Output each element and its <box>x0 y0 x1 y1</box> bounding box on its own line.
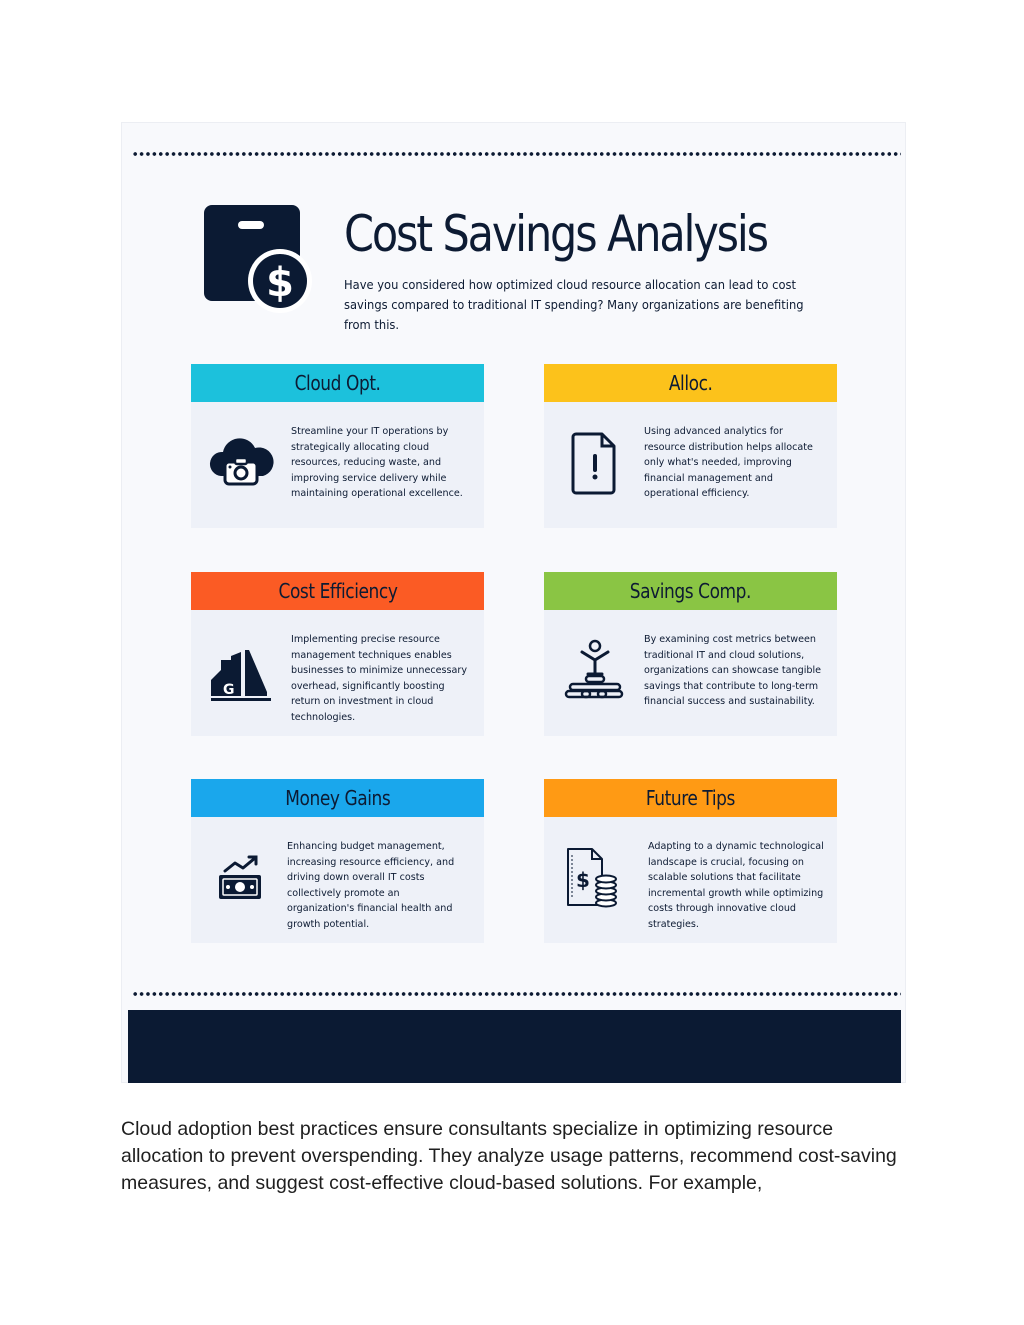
building-g-icon <box>209 638 275 704</box>
file-alert-icon <box>562 430 628 496</box>
card-allocation <box>544 364 837 528</box>
card-cost-efficiency <box>191 572 484 736</box>
person-on-coins-icon <box>562 638 628 704</box>
card-cloud-optimization <box>191 364 484 528</box>
card-heading: Alloc. <box>668 371 713 395</box>
footer-bar <box>128 1010 901 1083</box>
card-heading: Cloud Opt. <box>294 371 381 395</box>
card-heading: Money Gains <box>284 786 391 810</box>
article-paragraph: Cloud adoption best practices ensure consultants specialize in optimizing resource allocation to prevent overspending. They analyze usage patterns, recommend cost-saving measures, and suggest cost-effective cloud-based solutions. For example, <box>121 1118 897 1194</box>
card-future-tips <box>544 779 837 943</box>
page-subtitle: Have you considered how optimized cloud resource allocation can lead to cost savings compared to traditional IT spending? Many organizations are benefiting from this. <box>344 277 804 332</box>
card-description: Streamline your IT operations by strategically allocating cloud resources, reducing waste, and improving service delivery while maintaining operational excellence. <box>291 426 463 499</box>
card-heading-bar <box>544 779 837 817</box>
svg-text:$: $ <box>576 868 590 892</box>
card-savings-comparison <box>544 572 837 736</box>
card-heading-bar <box>191 364 484 402</box>
dotted-divider-top <box>132 151 901 157</box>
card-heading-bar <box>191 779 484 817</box>
card-description: Using advanced analytics for resource distribution helps allocate only what's needed, improving financial management and operational efficiency. <box>644 426 813 499</box>
card-money-gains <box>191 779 484 943</box>
card-heading: Future Tips <box>645 786 736 810</box>
card-heading: Cost Efficiency <box>278 579 397 603</box>
card-description: Adapting to a dynamic technological landscape is crucial, focusing on scalable solutions that facilitate incremental growth while optimizing costs through innovative cloud strategies. <box>648 841 824 930</box>
page-title: Cost Savings Analysis <box>344 205 767 263</box>
card-heading-bar <box>544 572 837 610</box>
cash-growth-icon <box>209 845 275 911</box>
card-description: Implementing precise resource management techniques enables businesses to minimize unnecessary overhead, significantly boosting return on investment in cloud technologies. <box>291 634 468 723</box>
card-heading: Savings Comp. <box>629 579 752 603</box>
dotted-divider-bottom <box>132 991 901 997</box>
infographic <box>121 122 906 1083</box>
card-description: By examining cost metrics between traditional IT and cloud solutions, organizations can showcase tangible savings that contribute to long-term financial success and sustainability. <box>644 634 822 707</box>
document-coins-icon <box>562 845 628 911</box>
svg-text:G: G <box>223 682 235 698</box>
card-heading-bar <box>544 364 837 402</box>
card-heading-bar <box>191 572 484 610</box>
card-description: Enhancing budget management, increasing resource efficiency, and driving down overall IT costs collectively promote an organization's financial health and growth potential. <box>287 841 455 930</box>
svg-text:$: $ <box>266 260 294 306</box>
document-dollar-icon <box>202 203 314 315</box>
cloud-camera-icon <box>209 430 275 496</box>
